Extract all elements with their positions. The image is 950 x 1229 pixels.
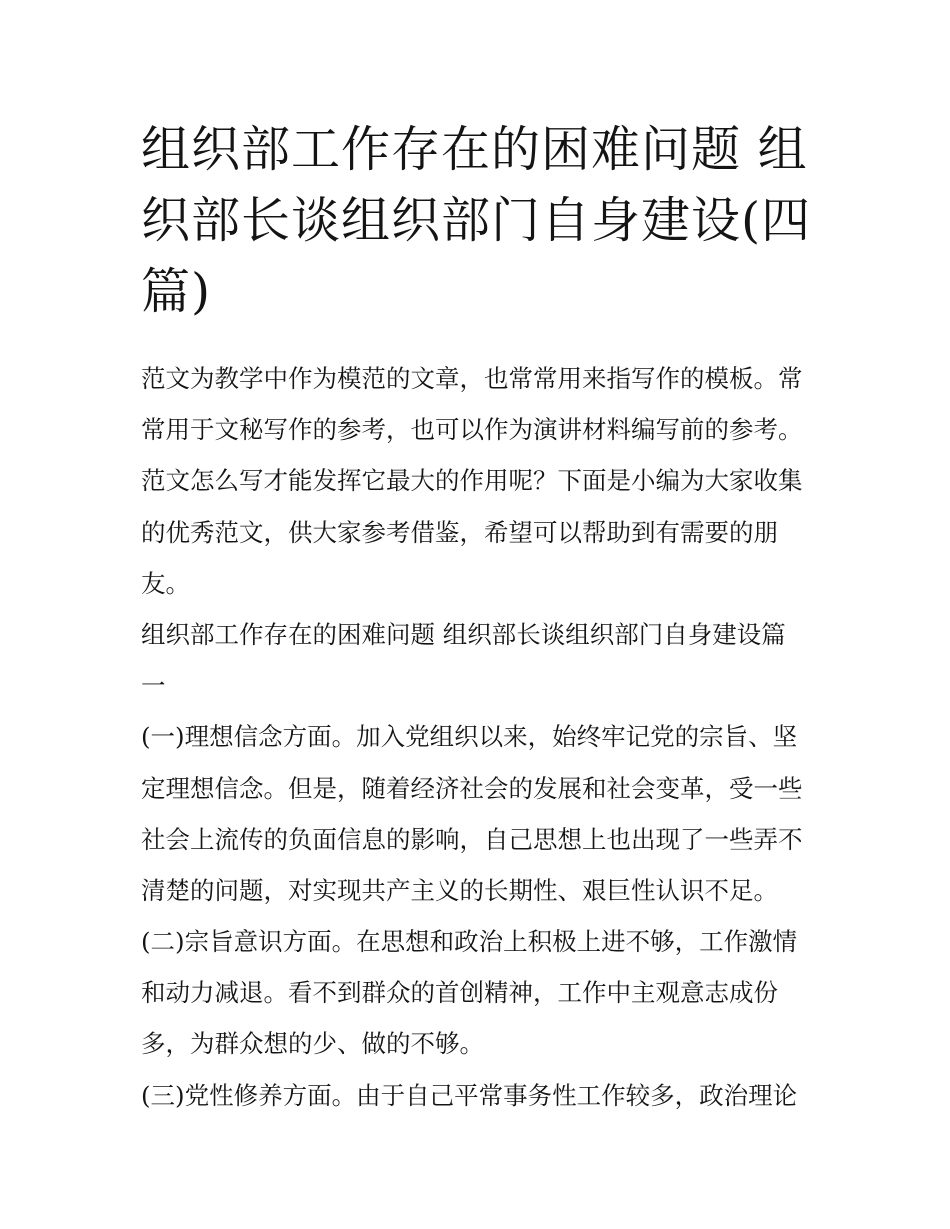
- body-line: 和动力减退。看不到群众的首创精神，工作中主观意志成份: [141, 978, 778, 1008]
- title-line: 篇): [141, 263, 212, 320]
- body-line: 社会上流传的负面信息的影响，自己思想上也出现了一些弄不: [141, 824, 803, 854]
- body-line: 范文为教学中作为模范的文章，也常常用来指写作的模板。常: [141, 364, 803, 393]
- body-line: 多，为群众想的少、做的不够。: [141, 1029, 484, 1059]
- title-line: 织部长谈组织部门自身建设(四: [141, 192, 812, 249]
- body-line: 范文怎么写才能发挥它最大的作用呢？下面是小编为大家收集: [141, 466, 803, 496]
- document-title: [141, 114, 821, 327]
- body-line: (一)理想信念方面。加入党组织以来，始终牢记党的宗旨、坚: [141, 722, 798, 752]
- body-line: 友。: [141, 568, 190, 598]
- body-line: 清楚的问题，对实现共产主义的长期性、艰巨性认识不足。: [141, 875, 778, 905]
- body-line: 常用于文秘写作的参考，也可以作为演讲材料编写前的参考。: [141, 415, 803, 445]
- section-heading-line: 组织部工作存在的困难问题 组织部长谈组织部门自身建设篇: [141, 619, 786, 649]
- body-line: 定理想信念。但是，随着经济社会的发展和社会变革，受一些: [141, 773, 803, 803]
- section-heading-line: 一: [141, 671, 166, 701]
- body-line: (三)党性修养方面。由于自己平常事务性工作较多，政治理论: [141, 1080, 798, 1110]
- body-line: (二)宗旨意识方面。在思想和政治上积极上进不够，工作激情: [141, 927, 798, 957]
- body-line: 的优秀范文，供大家参考借鉴，希望可以帮助到有需要的朋: [141, 517, 778, 547]
- title-line: 组织部工作存在的困难问题 组: [141, 121, 808, 178]
- document-body: [141, 353, 821, 1121]
